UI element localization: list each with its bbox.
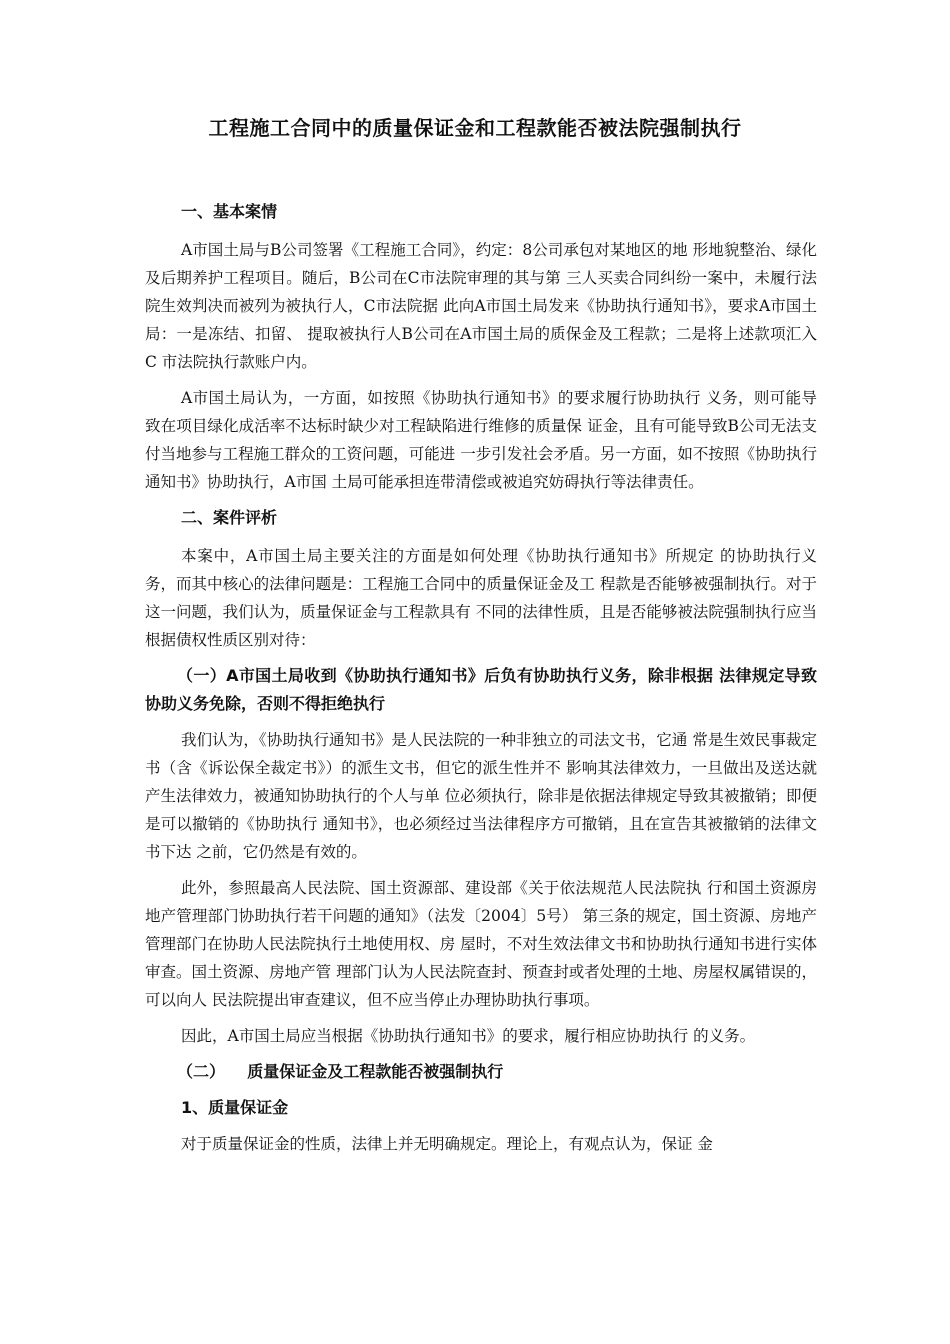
subsection-heading-1: （一）A市国土局收到《协助执行通知书》后负有协助执行义务，除非根据 法律规定导致协助义务免除，否则不得拒绝执行 [145,666,817,713]
paragraph: 我们认为，《协助执行通知书》是人民法院的一种非独立的司法文书，它通 常是生效民事裁定书（含《诉讼保全裁定书》）的派生文书，但它的派生性并不 影响其法律效力，一旦做出及送达就产生法律效力，被通知协助执行的个人与单 位必须执行，除非是依据法律规定导致其被撤销；即便是可以撤销的《协助执行 通知书》，也必须经过当法律程序方可撤销，且在宣告其被撤销的法律文书下达 之前，它仍然是有效的。 [145,731,817,861]
paragraph: 本案中，A市国土局主要关注的方面是如何处理《协助执行通知书》所规定 的协助执行义务，而其中核心的法律问题是：工程施工合同中的质量保证金及工 程款是否能够被强制执行。对于这一问题，我们认为，质量保证金与工程款具有 不同的法律性质，且是否能够被法院强制执行应当根据债权性质区别对待： [145,547,817,649]
document-body [145,198,817,1166]
paragraph: 因此，A市国土局应当根据《协助执行通知书》的要求，履行相应协助执行 的义务。 [181,1027,756,1045]
paragraph: 此外，参照最高人民法院、国土资源部、建设部《关于依法规范人民法院执 行和国土资源房地产管理部门协助执行若干问题的通知》（法发〔2004〕5号） 第三条的规定，国土资源、房地产管理部门在协助人民法院执行土地使用权、房 屋时，不对生效法律文书和协助执行通知书进行实体审查。国土资源、房地产管 理部门认为人民法院查封、预查封或者处理的土地、房屋权属错误的，可以向人 民法院提出审查建议，但不应当停止办理协助执行事项。 [145,879,817,1009]
section-heading-case-analysis: 二、案件评析 [181,508,278,527]
subsection-heading-2: （二） 质量保证金及工程款能否被强制执行 [177,1062,504,1081]
paragraph: A市国土局与B公司签署《工程施工合同》，约定：8公司承包对某地区的地 形地貌整治、绿化及后期养护工程项目。随后，B公司在C市法院审理的其与第 三人买卖合同纠纷一案中，未履行法院生效判决而被列为被执行人，C市法院据 此向A市国土局发来《协助执行通知书》，要求A市国土局：一是冻结、扣留、 提取被执行人B公司在A市国土局的质保金及工程款；二是将上述款项汇入C 市法院执行款账户内。 [145,241,817,371]
paragraph: 对于质量保证金的性质，法律上并无明确规定。理论上，有观点认为，保证 金 [181,1135,713,1153]
document-title: 工程施工合同中的质量保证金和工程款能否被法院强制执行 [208,116,742,140]
paragraph: A市国土局认为，一方面，如按照《协助执行通知书》的要求履行协助执行 义务，则可能导致在项目绿化成活率不达标时缺少对工程缺陷进行维修的质量保 证金，且有可能导致B公司无法支付当地参与工程施工群众的工资问题，可能进 一步引发社会矛盾。另一方面，如不按照《协助执行通知书》协助执行，A市国 土局可能承担连带清偿或被追究妨碍执行等法律责任。 [145,389,817,491]
subsection-heading-quality-deposit: 1、质量保证金 [181,1098,289,1117]
section-heading-basic-facts: 一、基本案情 [181,202,278,221]
